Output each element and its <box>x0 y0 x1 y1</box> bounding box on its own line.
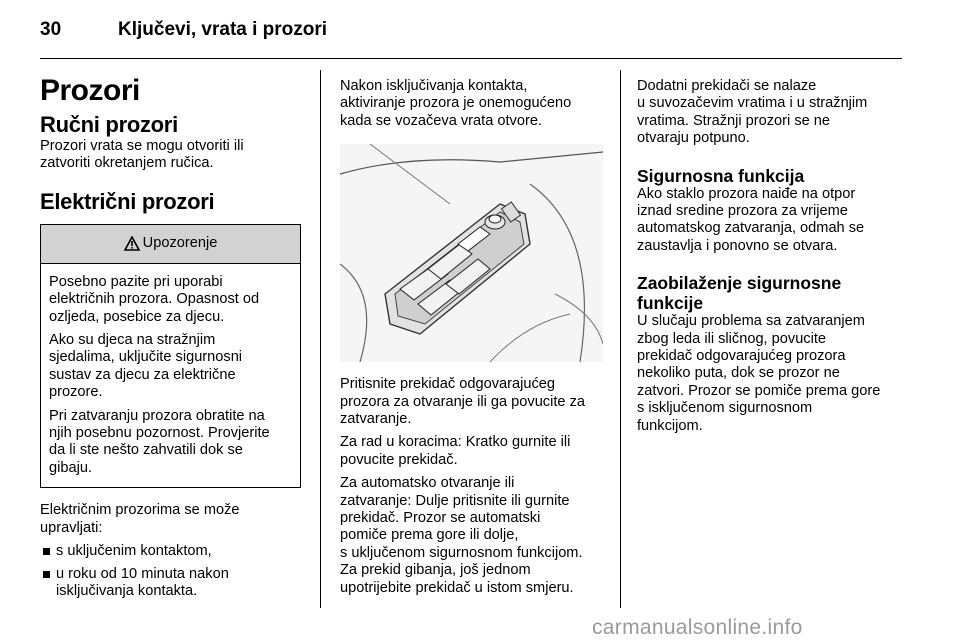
warning-title: Upozorenje <box>142 235 218 252</box>
warning-paragraph: Ako su djeca na stražnjim sjedalima, uključite sigurnosni sustav za djecu za električne prozore. <box>49 332 243 401</box>
chapter-title: Ključevi, vrata i prozori <box>118 19 328 40</box>
page-header <box>0 0 960 56</box>
watermark[interactable]: carmanualsonline.info <box>592 616 803 639</box>
manual-windows-heading: Ručni prozori <box>40 112 178 137</box>
bullet-icon <box>43 548 50 555</box>
safety-function-heading: Sigurnosna funkcija <box>637 165 805 186</box>
additional-switches-text: Dodatni prekidači se nalaze u suvozačevim vratima i u stražnjim vratima. Stražnji prozori se ne otvaraju potpuno. <box>637 78 868 147</box>
electric-windows-heading: Električni prozori <box>40 188 215 214</box>
column-divider <box>320 70 321 608</box>
override-safety-text: U slučaju problema sa zatvaranjem zbog leda ili sličnog, povucite prekidač odgovarajućeg prozora nekoliko puta, dok se prozor ne zatvori. Prozor se pomiče prema gore s isključenom sigurnosnom funkcijom. <box>637 313 881 434</box>
operate-conditions-list <box>40 543 302 600</box>
list-item-text: s uključenim kontaktom, <box>56 543 212 560</box>
warning-triangle-icon <box>124 236 140 251</box>
operate-conditions-text: Električnim prozorima se može upravljati: <box>40 502 240 536</box>
column-1 <box>40 70 302 600</box>
column-2 <box>340 70 605 597</box>
header-rule <box>40 58 902 59</box>
safety-function-text: Ako staklo prozora naiđe na otpor iznad sredine prozora za vrijeme automatskog zatvaranja, odmah se zaustavlja i ponovno se otvara. <box>637 185 865 254</box>
step-operation-text: Za rad u koracima: Kratko gurnite ili povucite prekidač. <box>340 434 571 468</box>
automatic-operation-text: Za automatsko otvaranje ili zatvaranje: Dulje pritisnite ili gurnite prekidač. Prozor se automatski pomiče prema gore ili dolje, s uključenom sigurnosnom funkcijom. Za prekid gibanja, još jednom upotrijebite prekidač u istom smjeru. <box>340 475 583 596</box>
manual-windows-text: Prozori vrata se mogu otvoriti ili zatvoriti okretanjem ručica. <box>40 138 244 172</box>
list-item <box>40 543 302 560</box>
page-number: 30 <box>40 19 62 40</box>
window-switch-illustration <box>340 144 603 362</box>
warning-box <box>40 224 301 488</box>
list-item <box>40 566 302 601</box>
column-divider <box>620 70 621 608</box>
bullet-icon <box>43 571 50 578</box>
section-title: Prozori <box>40 74 140 107</box>
column-3 <box>637 70 902 435</box>
press-switch-text: Pritisnite prekidač odgovarajućeg prozora za otvaranje ili ga povucite za zatvaranje. <box>340 376 585 428</box>
list-item-text: u roku od 10 minuta nakon isključivanja kontakta. <box>56 565 229 599</box>
warning-body <box>41 264 300 487</box>
intro-text: Nakon isključivanja kontakta, aktiviranje prozora je onemogućeno kada se vozačeva vrata otvore. <box>340 78 572 129</box>
warning-paragraph: Pri zatvaranju prozora obratite na njih posebnu pozornost. Provjerite da li ste nešto zahvatili dok se gibaju. <box>49 407 270 476</box>
warning-header <box>41 225 300 264</box>
override-safety-heading: Zaobilaženje sigurnosne funkcije <box>637 273 842 314</box>
warning-paragraph: Posebno pazite pri uporabi električnih prozora. Opasnost od ozljeda, posebice za djecu. <box>49 273 260 325</box>
